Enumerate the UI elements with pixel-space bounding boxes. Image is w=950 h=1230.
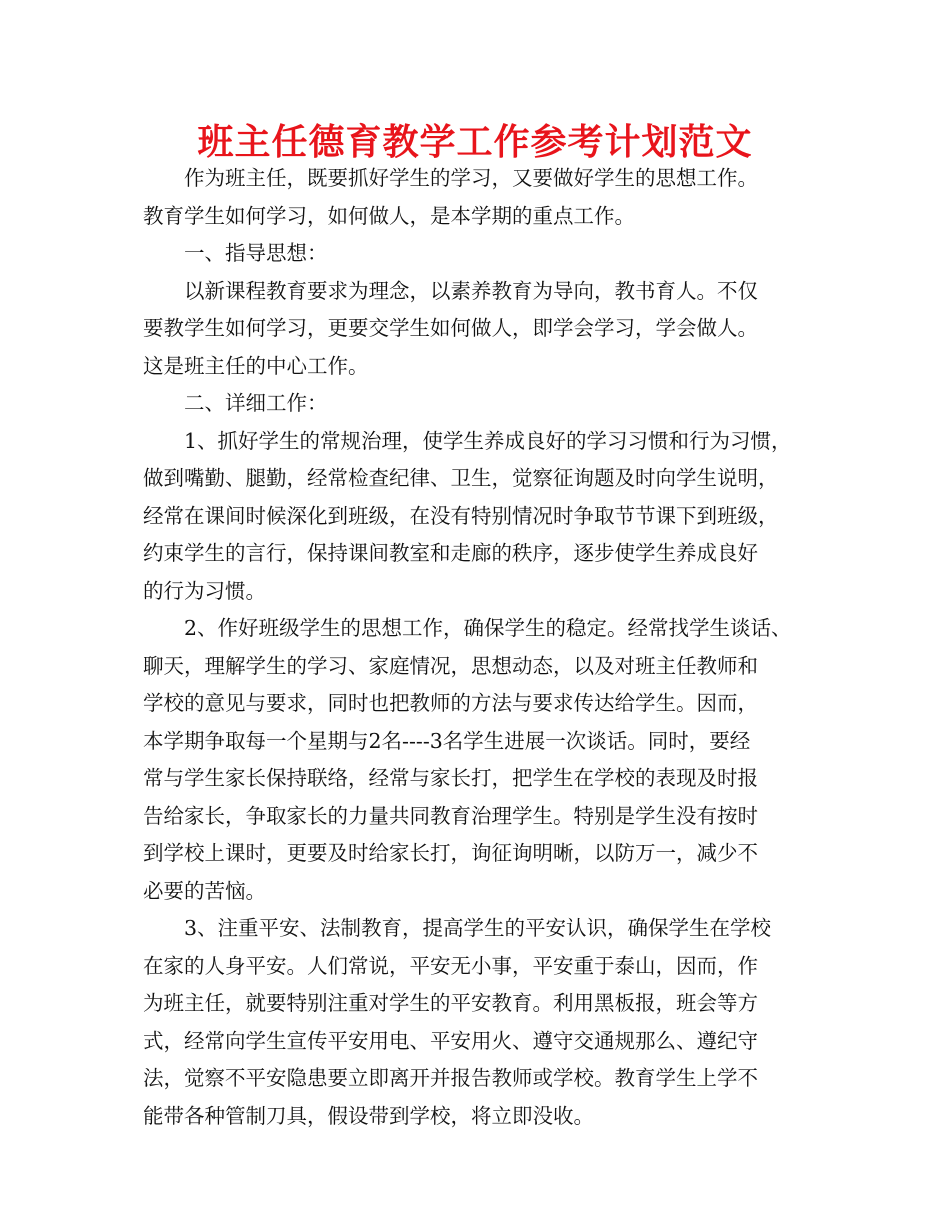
body-line: 为班主任，就要特别注重对学生的平安教育。利用黑板报，班会等方 bbox=[143, 991, 758, 1015]
body-line: 做到嘴勤、腿勤，经常检查纪律、卫生，觉察征询题及时向学生说明， bbox=[143, 466, 779, 490]
body-line: 以新课程教育要求为理念，以素养教育为导向，教书育人。不仅 bbox=[184, 278, 758, 303]
body-line: 必要的苦恼。 bbox=[143, 878, 266, 903]
body-line: 聊天，理解学生的学习、家庭情况，思想动态，以及对班主任教师和 bbox=[143, 653, 758, 678]
body-line: 到学校上课时，更要及时给家长打，询征询明晰，以防万一，减少不 bbox=[143, 841, 758, 865]
body-line: 一、指导思想： bbox=[184, 241, 328, 265]
body-line: 在家的人身平安。人们常说，平安无小事，平安重于泰山，因而，作 bbox=[143, 953, 758, 978]
body-line: 告给家长，争取家长的力量共同教育治理学生。特别是学生没有按时 bbox=[143, 803, 758, 828]
body-line: 约束学生的言行，保持课间教室和走廊的秩序，逐步使学生养成良好 bbox=[143, 541, 758, 565]
body-line: 3、注重平安、法制教育，提高学生的平安认识，确保学生在学校 bbox=[184, 916, 772, 940]
body-line: 这是班主任的中心工作。 bbox=[143, 353, 369, 378]
body-line: 教育学生如何学习，如何做人，是本学期的重点工作。 bbox=[143, 203, 635, 228]
body-line: 2、作好班级学生的思想工作，确保学生的稳定。经常找学生谈话、 bbox=[184, 616, 792, 640]
body-line: 学校的意见与要求，同时也把教师的方法与要求传达给学生。因而， bbox=[143, 691, 758, 715]
body-line: 常与学生家长保持联络，经常与家长打，把学生在学校的表现及时报 bbox=[143, 766, 758, 790]
document-body bbox=[143, 160, 815, 1135]
body-line: 能带各种管制刀具，假设带到学校，将立即没收。 bbox=[143, 1103, 594, 1128]
document-title: 班主任德育教学工作参考计划范文 bbox=[197, 122, 753, 163]
body-line: 式，经常向学生宣传平安用电、平安用火、遵守交通规那么、遵纪守 bbox=[143, 1028, 758, 1053]
body-line: 作为班主任，既要抓好学生的学习，又要做好学生的思想工作。 bbox=[184, 166, 758, 190]
body-line: 二、详细工作： bbox=[184, 391, 328, 415]
body-line: 经常在课间时候深化到班级，在没有特别情况时争取节节课下到班级， bbox=[143, 503, 779, 528]
body-line: 的行为习惯。 bbox=[143, 578, 266, 603]
body-line: 1、抓好学生的常规治理，使学生养成良好的学习习惯和行为习惯， bbox=[184, 428, 792, 453]
body-line: 要教学生如何学习，更要交学生如何做人，即学会学习，学会做人。 bbox=[143, 316, 758, 340]
body-line: 本学期争取每一个星期与2名----3名学生进展一次谈话。同时，要经 bbox=[143, 728, 751, 753]
body-line: 法，觉察不平安隐患要立即离开并报告教师或学校。教育学生上学不 bbox=[143, 1066, 758, 1090]
